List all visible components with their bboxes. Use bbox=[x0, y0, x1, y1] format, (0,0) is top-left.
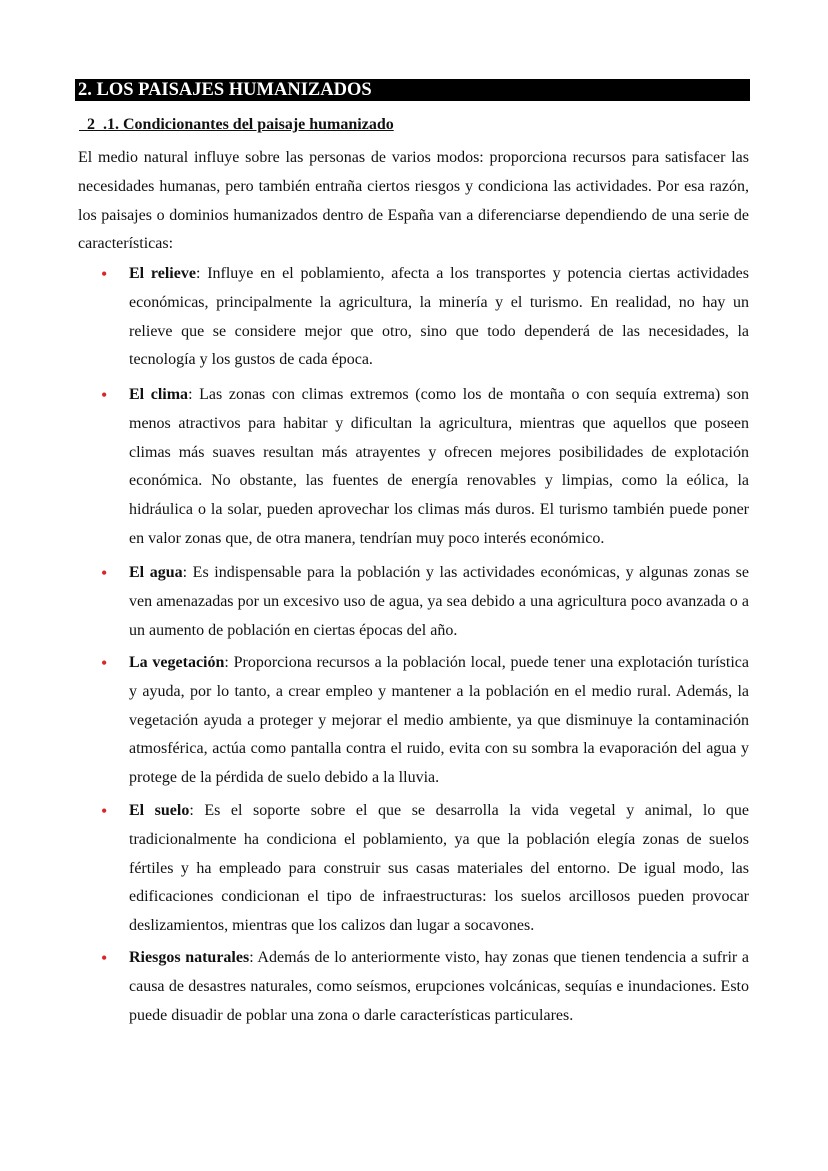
item-text: : Es indispensable para la población y las actividades económicas, y algunas zonas se ven amenazadas por un excesivo uso de agua, ya sea debido a una agricultura poco avanzada o a un aumento de población en ciertas épocas del año. bbox=[129, 564, 750, 639]
bullet-icon: • bbox=[101, 653, 108, 673]
item-text: : Además de lo anteriormente visto, hay zonas que tienen tendencia a sufrir a causa de desastres naturales, como seísmos, erupciones volcánicas, sequías e inundaciones. Esto puede disuadir de poblar una zona o darle características particulares. bbox=[129, 949, 749, 1024]
bullet-icon: • bbox=[101, 264, 108, 284]
section-title: 2. LOS PAISAJES HUMANIZADOS bbox=[75, 79, 750, 101]
list-item-riesgos bbox=[129, 944, 749, 1030]
item-term: La vegetación bbox=[129, 654, 225, 671]
list-item-relieve bbox=[129, 260, 749, 375]
item-term: El clima bbox=[129, 386, 189, 403]
item-term: El suelo bbox=[129, 802, 190, 819]
bullet-icon: • bbox=[101, 563, 108, 583]
subsection-title: 2 .1. Condicionantes del paisaje humanizado bbox=[79, 116, 394, 133]
list-item-agua bbox=[129, 559, 749, 645]
item-text: : Influye en el poblamiento, afecta a los transportes y potencia ciertas actividades económicas, principalmente la agricultura, la minería y el turismo. En realidad, no hay un relieve que se considere mejor que otro, sino que todo dependerá de las necesidades, la tecnología y los gustos de cada época. bbox=[129, 265, 749, 369]
bullet-icon: • bbox=[101, 948, 108, 968]
bullet-icon: • bbox=[101, 385, 108, 405]
intro-paragraph: El medio natural influye sobre las personas de varios modos: proporciona recursos para satisfacer las necesidades humanas, pero también entraña ciertos riesgos y condiciona las actividades. Por esa razón, los paisajes o dominios humanizados dentro de España van a diferenciarse dependiendo de una serie de características: bbox=[78, 149, 749, 253]
item-term: Riesgos naturales bbox=[129, 949, 250, 966]
list-item-suelo bbox=[129, 797, 749, 941]
item-text: : Proporciona recursos a la población local, puede tener una explotación turística y ayuda, por lo tanto, a crear empleo y mantener a la población en el medio rural. Además, la vegetación ayuda a proteger y mejorar el medio ambiente, ya que disminuye la contaminación atmosférica, actúa como pantalla contra el ruido, evita con su sombra la evaporación del agua y protege de la pérdida de suelo debido a la lluvia. bbox=[129, 654, 749, 787]
bullet-icon: • bbox=[101, 801, 108, 821]
item-term: El agua bbox=[129, 564, 183, 581]
item-text: : Es el soporte sobre el que se desarrolla la vida vegetal y animal, lo que tradicionalmente ha condiciona el poblamiento, ya que la población elegía zonas de suelos fértiles y ha empleado para construir sus casas materiales del entorno. De igual modo, las edificaciones condicionan el tipo de infraestructuras: los suelos arcillosos pueden provocar deslizamientos, mientras que los calizos dan lugar a socavones. bbox=[129, 802, 749, 935]
list-item-clima bbox=[129, 381, 749, 554]
list-item-vegetacion bbox=[129, 649, 749, 793]
item-text: : Las zonas con climas extremos (como los de montaña o con sequía extrema) son menos atractivos para habitar y dificultan la agricultura, mientras que aquellos que poseen climas más suaves resultan más atrayentes y ofrecen mejores posibilidades de explotación económica. No obstante, las fuentes de energía renovables y limpias, como la eólica, la hidráulica o la solar, pueden aprovechar los climas más duros. El turismo también puede poner en valor zonas que, de otra manera, tendrían muy poco interés económico. bbox=[129, 386, 749, 547]
item-term: El relieve bbox=[129, 265, 196, 282]
